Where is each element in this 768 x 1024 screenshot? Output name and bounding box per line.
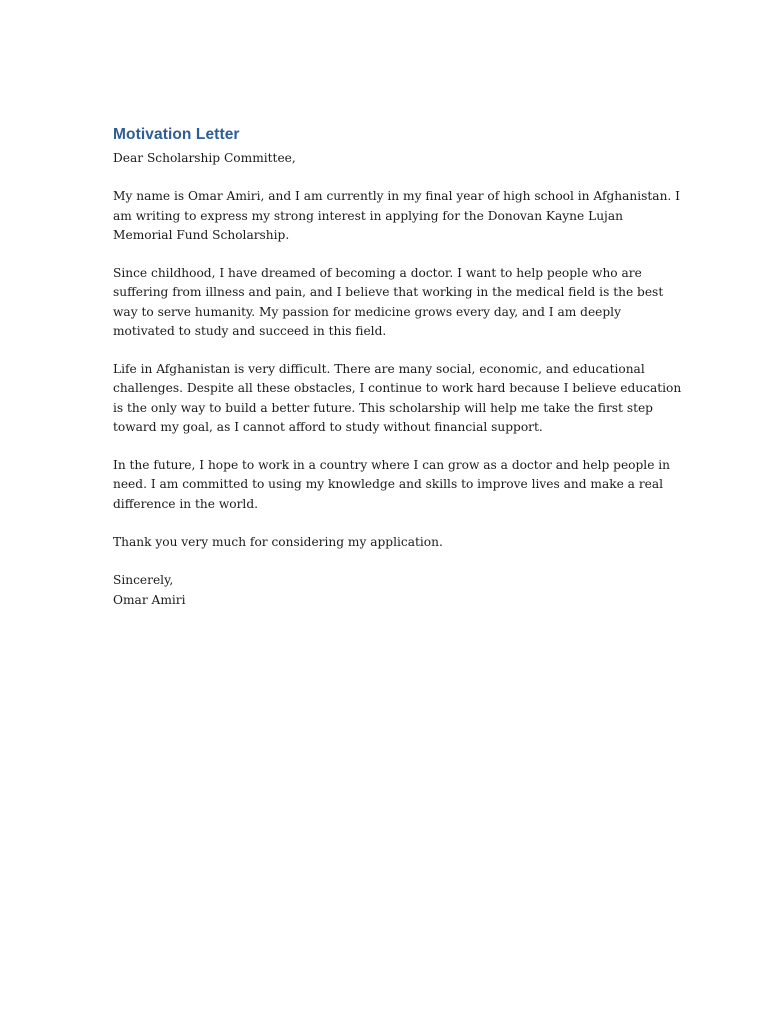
sign-off [113,571,658,609]
paragraph-line: is the only way to build a better future. This scholarship will help me take the first step [113,400,653,415]
signature-name: Omar Amiri [113,592,186,607]
paragraph-line: motivated to study and succeed in this field. [113,323,387,338]
letter-body [113,124,682,610]
paragraph-line: In the future, I hope to work in a country where I can grow as a doctor and help people in [113,458,671,473]
paragraph-line: difference in the world. [113,496,258,511]
paragraph-line: suffering from illness and pain, and I believe that working in the medical field is the best [113,285,664,300]
paragraph-challenges [113,360,682,437]
paragraph-line: challenges. Despite all these obstacles, I continue to work hard because I believe education [113,381,682,396]
letter-title: Motivation Letter [113,126,240,143]
paragraph-line: toward my goal, as I cannot afford to study without financial support. [113,419,543,434]
paragraph-line: Thank you very much for considering my application. [113,534,443,549]
paragraph-line: My name is Omar Amiri, and I am currently in my final year of high school in Afghanistan. I [113,189,680,204]
salutation [113,149,658,168]
paragraph-line: Memorial Fund Scholarship. [113,227,290,242]
paragraph-dream [113,264,664,341]
paragraph-introduction [113,187,680,245]
paragraph-line: need. I am committed to using my knowledge and skills to improve lives and make a real [113,477,664,492]
paragraph-line: Life in Afghanistan is very difficult. There are many social, economic, and educational [113,362,645,377]
paragraph-thanks [113,533,658,552]
paragraph-line: Since childhood, I have dreamed of becoming a doctor. I want to help people who are [113,266,642,281]
paragraph-line: way to serve humanity. My passion for medicine grows every day, and I am deeply [113,304,621,319]
salutation-line: Dear Scholarship Committee, [113,151,296,165]
closing-line: Sincerely, [113,573,174,588]
paragraph-future [113,456,671,514]
paragraph-line: am writing to express my strong interest in applying for the Donovan Kayne Lujan [113,208,623,223]
